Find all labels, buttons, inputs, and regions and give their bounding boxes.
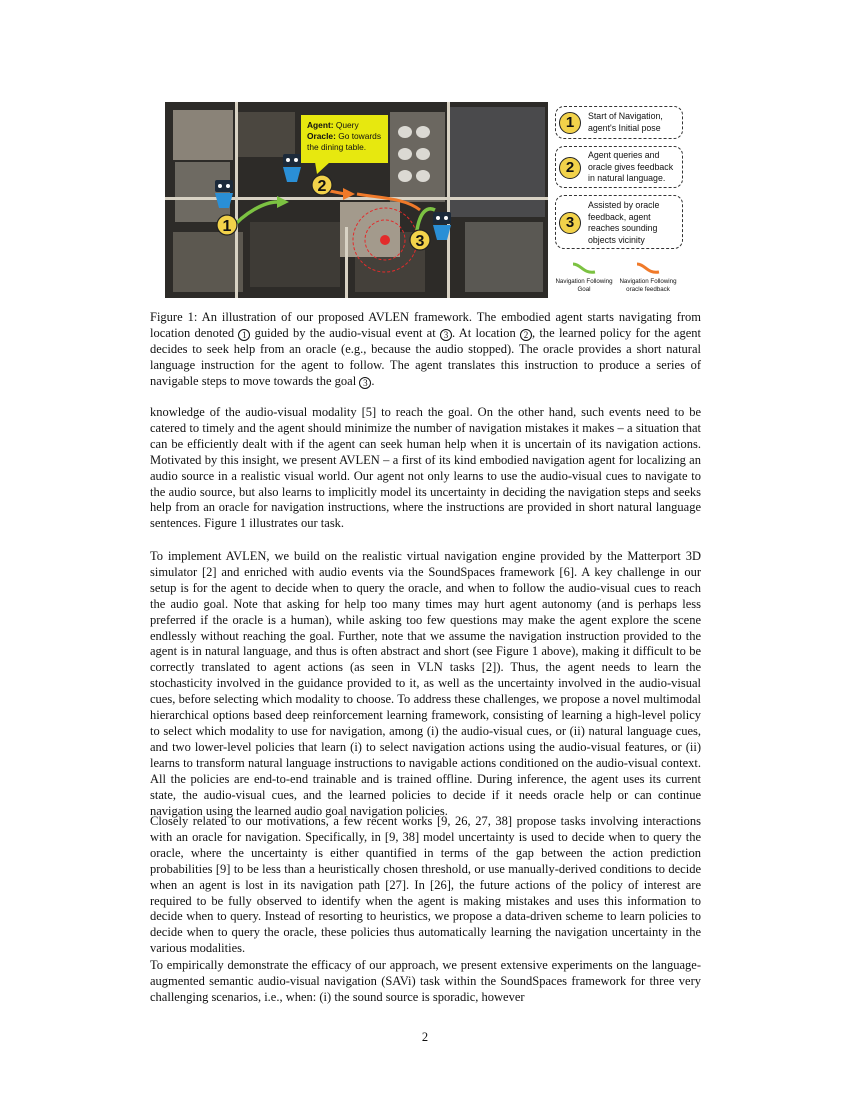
caption-text-5: .: [371, 373, 375, 388]
marker-3-label: 3: [415, 233, 425, 250]
caption-circled-3a: 3: [440, 329, 452, 341]
legend-item-query: [555, 146, 683, 188]
legend-item-start: [555, 106, 683, 139]
legend-text-3: Assisted by oracle feedback, agent reaches sounding objects vicinity: [588, 200, 660, 245]
paragraph-2: To implement AVLEN, we build on the realistic virtual navigation engine provided by the Matterport 3D simulator [2] and enriched with audio events via the SoundSpaces framework [6]. A key challenge in our setup is for the agent to decide when to query the oracle, and when to follow the audio-visual cues to reach the audio goal. Note that asking for help too many times may hurt agent autonomy (and is perhaps less preferred if the oracle is a human), while asking too few questions may make the agent explore the scene endlessly without reaching the goal. Further, note that we assume the navigation instruction provided to the agent is in natural language, and thus is often abstract and short (see Figure 1 above), making it difficult to be correctly translated to agent actions (as seen in VLN tasks [2]). Thus, the agent needs to learn the stochasticity involved in the guidance provided to it, as well as the uncertainty involved in the audio-visual cues, before selecting which modality to choose. To address these challenges, we propose a novel multimodal hierarchical options based deep reinforcement learning framework, consisting of learning a high-level policy to select which modality to use for navigation, among (i) the audio-visual cues, or (ii) natural language cues, and two lower-level policies that learn (i) to select navigation actions using the audio-visual features, or (ii) learns to transform natural language instructions to navigable actions conditioned on the audio-visual context. All the policies are end-to-end trainable and is trained offline. During inference, the agent uses its current state, the audio-visual cues, and the learned policies to decide if it needs oracle help or can continue navigation using the learned audio goal navigation policies.: [150, 549, 701, 818]
caption-text-4: , the learned policy for the agent decides to seek help from an oracle (e.g., because the audio stopped). The oracle provides a short natural language instruction for the agent to follow. The agent translates this instruction to produce a series of navigable steps to move towards the goal: [150, 325, 701, 388]
sound-source-dot: [380, 235, 390, 245]
caption-text-3: . At location: [451, 325, 521, 340]
callout-agent-text: Query: [333, 120, 359, 130]
figure-1: [165, 102, 687, 298]
scene-topdown-image: [165, 102, 548, 298]
caption-text-2: guided by the audio-visual event at: [250, 325, 440, 340]
legend-item-reach: [555, 195, 683, 249]
marker-1-label: 1: [222, 218, 232, 235]
legend-text-1: Start of Navigation, agent's Initial pose: [588, 111, 663, 133]
orange-path-icon: [633, 260, 663, 276]
legend-number-1: 1: [559, 112, 581, 134]
oracle-callout: [301, 115, 388, 163]
path-legend-oracle-label: Navigation Following oracle feedback: [619, 278, 677, 293]
legend-number-3: 3: [559, 212, 581, 234]
legend-number-2: 2: [559, 157, 581, 179]
figure-caption: [150, 310, 701, 390]
path-legend-goal: [549, 260, 619, 294]
caption-circled-3b: 3: [359, 377, 371, 389]
paragraph-1: knowledge of the audio-visual modality [5] to reach the goal. On the other hand, such events need to be catered to timely and the agent should minimize the number of navigation mistakes it makes – a situation that can be efficiently dealt with if the agent can seek human help when it is uncertain of its navigation actions. Motivated by this insight, we present AVLEN – a first of its kind embodied navigation agent for localizing an audio source in a realistic visual world. Our agent not only learns to use the audio-visual cues to navigate to the audio source, but also learns to implicitly model its uncertainty in deciding the navigation steps and seeks help from an oracle for navigation instructions, where the instructions are provided in short natural language sentences. Figure 1 illustrates our task.: [150, 405, 701, 531]
caption-text-1: Figure 1: An illustration of our proposed AVLEN framework. The embodied agent starts navigating from location denoted: [150, 310, 701, 340]
marker-2-label: 2: [317, 178, 327, 195]
path-legend-goal-label: Navigation Following Goal: [555, 278, 613, 293]
page-number: 2: [421, 1030, 429, 1044]
legend-text-2: Agent queries and oracle gives feedback in natural language.: [588, 150, 674, 183]
paragraph-4: To empirically demonstrate the efficacy of our approach, we present extensive experiments on the language-augmented semantic audio-visual navigation (SAVi) task within the SoundSpaces framework for three very challenging scenarios, i.e., when: (i) the sound source is sporadic, however: [150, 958, 701, 1004]
caption-circled-1: 1: [238, 329, 250, 341]
green-path-icon: [569, 260, 599, 276]
callout-oracle-label: Oracle:: [307, 131, 336, 141]
path-legend-oracle: [613, 260, 683, 294]
caption-circled-2: 2: [520, 329, 532, 341]
callout-agent-label: Agent:: [307, 120, 334, 130]
callout-oracle-text: Go towards the dining table.: [307, 131, 382, 152]
paragraph-3: Closely related to our motivations, a few recent works [9, 26, 27, 38] propose tasks involving interactions with an oracle for navigation. Specifically, in [9, 38] model uncertainty is used to decide when to query the oracle, where the uncertainty is either quantified in terms of the gap between the action prediction probabilities [9] to be less than a heuristically chosen threshold, or use manually-derived conditions to decide when an agent is lost in its navigation path [27]. In [26], the future actions of the policy of interest are required to be fully observed to identify when the agent is making mistakes and uses this information to decide when to query. Instead of resorting to heuristics, we propose a data-driven scheme to learn policies to decide when to query the oracle, these policies thus automatically learning the navigation uncertainty in the various modalities.: [150, 814, 701, 956]
